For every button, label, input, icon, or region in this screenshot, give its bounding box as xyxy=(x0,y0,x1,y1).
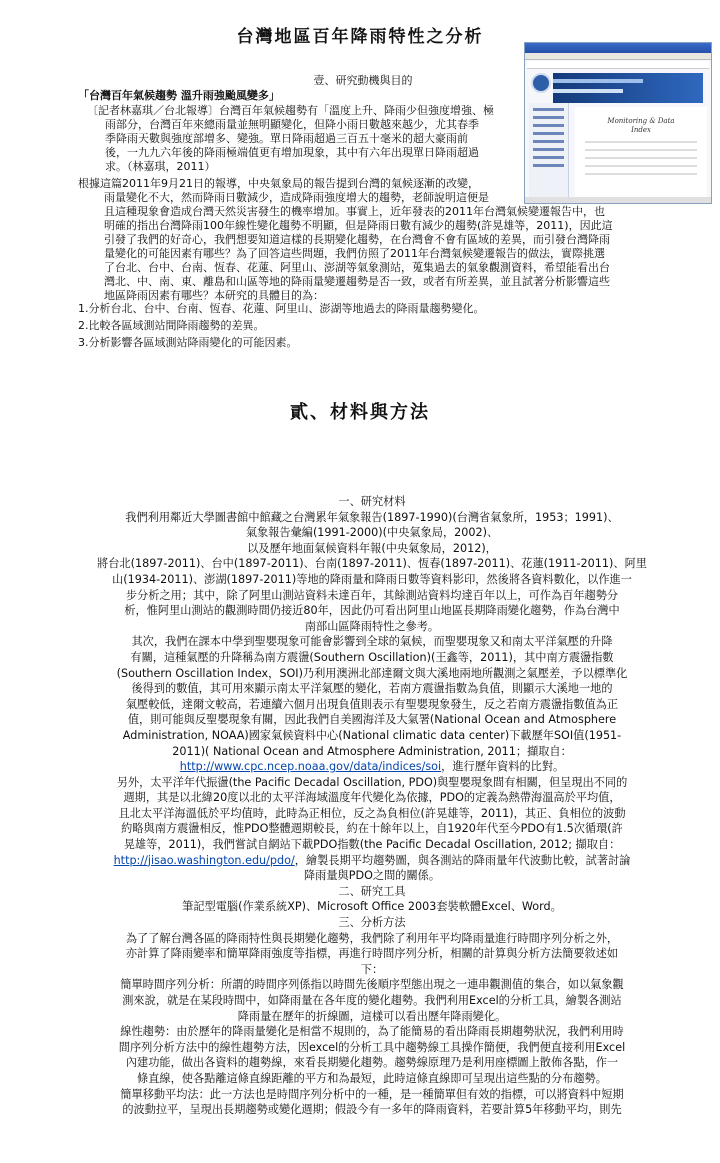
methods-line: 亦計算了降雨變率和簡單降雨強度等指標，再進行時間序列分析，相關的計算與分析方法簡要敘述如 xyxy=(125,947,619,961)
news-quote xyxy=(87,104,527,174)
news-line: 雨部分，台灣百年來總雨量並無明顯變化，但降小雨日數越來越少，尤其春季 xyxy=(105,118,479,131)
news-line: 〔記者林嘉琪／台北報導〕台灣百年氣候趨勢有「溫度上升、降雨少但強度增強、極 xyxy=(87,104,494,117)
moving-average-line: 的波動拉平，呈現出長期趨勢或變化週期；假設今有一多年的降雨資料，若要計算5年移動平均，則先 xyxy=(122,1103,622,1117)
motivation-line: 雨量變化不大，然而降雨日數減少，造成降雨強度增大的趨勢，老師說明這便是 xyxy=(104,191,489,204)
materials-line: 析，惟阿里山測站的觀測時間仍接近80年，因此仍可看出阿里山地區長期降雨變化趨勢，作為台灣中 xyxy=(124,604,620,618)
purpose-list xyxy=(78,300,678,351)
materials-line: 南部山區降雨特性之參考。 xyxy=(304,619,440,633)
motivation-line: 灣北、中、南、東、離島和山區等地的降雨量變遷趨勢是否一致，或者有所差異，並且試著分析影響這些 xyxy=(104,275,610,288)
simple-ts-line: 簡單時間序列分析：所謂的時間序列係指以時間先後順序型態出現之一連串觀測值的集合，如以氣象觀 xyxy=(120,978,624,992)
materials-line: 氣象報告彙編(1991-2000)(中央氣象局，2002)、 xyxy=(245,526,499,540)
simple-ts-line: 測來說，就是在某段時間中，如降雨量在各年度的變化趨勢。我們利用Excel的分析工具，繪製各測站 xyxy=(122,994,622,1007)
jisao-link-after: ，繪製長期平均趨勢圖，與各測站的降雨量年代波動比較，試著討論 xyxy=(294,853,631,867)
materials-line: 山(1934-2011)、澎湖(1897-2011)等地的降雨量和降雨日數等資料影印，然後將各資料數化，以作進一 xyxy=(112,572,632,586)
materials-line: Administration, NOAA)國家氣候資料中心(National climatic data center)下載歷年SOI值(1951- xyxy=(122,728,622,742)
moving-average-line: 簡單移動平均法：此一方法也是時間序列分析中的一種，是一種簡單但有效的指標，可以將資料中短期 xyxy=(120,1087,624,1101)
pdo-line: 晃雄等，2011)，我們嘗試自網站下載PDO指數(the Pacific Decadal Oscillation, 2012; 擷取自： xyxy=(123,838,621,852)
noaa-link-line xyxy=(52,759,692,775)
tools-line: 筆記型電腦(作業系統XP)、Microsoft Office 2003套裝軟體Excel、Word。 xyxy=(182,900,562,914)
methods-line: 下： xyxy=(360,962,384,976)
linear-trend-line: 間序列分析方法中的線性趨勢方法，因excel的分析工具中趨勢線工具操作簡便，我們便直接利用Excel xyxy=(118,1040,626,1054)
noaa-link-after: ，進行歷年資料的比對。 xyxy=(441,760,565,774)
materials-line: 後得到的數值，其可用來顯示南太平洋氣壓的變化，若南方震盪指數為負值，則顯示大溪地一地的 xyxy=(131,682,613,696)
section1-heading: 壹、研究動機與目的 xyxy=(313,74,413,87)
pdo-line: 約略與南方震盪相反，惟PDO整體週期較長，約在十餘年以上，自1920年代至今PDO有1.5次循環(許 xyxy=(121,822,623,836)
website-screenshot-image: Monitoring & Data Index xyxy=(524,42,712,204)
document-title: 台灣地區百年降雨特性之分析 xyxy=(236,27,484,47)
materials-line: 將台北(1897-2011)、台中(1897-2011)、台南(1897-2011)、恆春(1897-2011)、花蓮(1911-2011)、阿里 xyxy=(97,557,647,571)
noaa-soi-link[interactable]: http://www.cpc.ncep.noaa.gov/data/indices/soi xyxy=(179,760,442,774)
news-line: 後，一九九六年後的降雨極端值更有增加現象，其中有六年出現單日降雨超過 xyxy=(105,146,479,159)
motivation-line: 地區降雨因素有哪些？本研究的具體目的為： xyxy=(104,289,324,302)
materials-line: (Southern Oscillation Index，SOI)乃利用澳洲北部達爾文與大溪地兩地所觀測之氣壓差，予以標準化 xyxy=(116,666,628,680)
materials-line: 有關，這種氣壓的升降稱為南方震盪(Southern Oscillation)(王鑫等，2011)，其中南方震盪指數 xyxy=(130,650,614,664)
materials-line: 2011)( National Ocean and Atmosphere Administration, 2011；擷取自： xyxy=(172,744,572,758)
methods-heading: 三、分析方法 xyxy=(338,916,406,930)
materials-methods-body xyxy=(52,494,692,1118)
section2-heading: 貳、材料與方法 xyxy=(290,402,430,423)
pdo-end-line: 降雨量與PDO之間的關係。 xyxy=(303,869,441,883)
pdo-line: 週期，其是以北緯20度以北的太平洋海域溫度年代變化為依據，PDO的定義為熱帶海溫高於平均值， xyxy=(123,791,621,805)
materials-line: 其次，我們在課本中學到聖嬰現象可能會影響到全球的氣候，而聖嬰現象又和南太平洋氣壓的升降 xyxy=(131,635,613,649)
jisao-pdo-link[interactable]: http://jisao.washington.edu/pdo/ xyxy=(113,853,295,867)
motivation-line: 引發了我們的好奇心，我們想要知道這樣的長期變化趨勢，在台灣會不會有區域的差異，而引發台灣降雨 xyxy=(104,233,610,246)
motivation-paragraph xyxy=(78,177,698,303)
materials-heading: 一、研究材料 xyxy=(338,495,406,508)
simple-ts-line: 降雨量在歷年的折線圖，這樣可以看出歷年降雨變化。 xyxy=(237,1009,507,1023)
materials-line: 步分析之用；其中，除了阿里山測站資料未達百年，其餘測站資料均達百年以上，可作為百年趨勢分 xyxy=(125,588,619,602)
materials-line: 值，則可能與反聖嬰現象有關，因此我們自美國海洋及大氣署(National Ocean and Atmosphere xyxy=(127,713,617,727)
jisao-link-line xyxy=(52,853,692,869)
materials-line: 氣壓較低，達爾文較高，若連續六個月出現負值則表示有聖嬰現象發生，反之若南方震盪指數值為正 xyxy=(125,697,619,711)
motivation-line: 了台北、台中、台南、恆春、花蓮、阿里山、澎湖等氣象測站，蒐集過去的氣象觀測資料，希望能看出台 xyxy=(104,261,610,274)
tools-heading: 二、研究工具 xyxy=(338,884,406,898)
news-title: 「台灣百年氣候趨勢 溫升雨強颱風變多」 xyxy=(78,89,280,102)
linear-trend-line: 線性趨勢：由於歷年的降雨量變化是相當不規則的，為了能簡易的看出降雨長期趨勢狀況，我們利用時 xyxy=(120,1025,624,1039)
purpose-item: 2.比較各區域測站間降雨趨勢的差異。 xyxy=(78,319,265,332)
purpose-item: 1.分析台北、台中、台南、恆春、花蓮、阿里山、澎湖等地過去的降雨量趨勢變化。 xyxy=(78,302,485,315)
methods-line: 為了了解台灣各區的降雨特性與長期變化趨勢，我們除了利用年平均降雨量進行時間序列分析之外， xyxy=(125,931,619,945)
motivation-line: 明確的指出台灣降雨100年線性變化趨勢不明顯，但是降雨日數有減少的趨勢(許晃雄等，2011)，因此這 xyxy=(104,219,613,232)
motivation-line: 且這種現象會造成台灣天然災害發生的機率增加。事實上，近年發表的2011年台灣氣候變遷報告中，也 xyxy=(104,205,605,218)
materials-line: 我們利用鄰近大學圖書館中館藏之台灣累年氣象報告(1897-1990)(台灣省氣象所，1953；1991)、 xyxy=(125,510,619,524)
purpose-item: 3.分析影響各區域測站降雨變化的可能因素。 xyxy=(78,336,298,349)
pdo-line: 另外，太平洋年代振盪(the Pacific Decadal Oscillation, PDO)與聖嬰現象間有相關，但呈現出不同的 xyxy=(116,775,628,789)
news-line: 季降雨天數與強度部增多、變強。單日降雨超過三百五十毫米的超大豪雨前 xyxy=(105,132,468,145)
news-line: 求。（林嘉琪，2011） xyxy=(105,160,216,173)
pdo-line: 且北太平洋海溫低於平均值時，此時為正相位，反之為負相位(許晃雄等，2011)，其正、負相位的波動 xyxy=(118,806,626,820)
linear-trend-line: 條直線，使各點離這條直線距離的平方和為最短，此時這條直線即可呈現出這些點的分布趨勢。 xyxy=(137,1071,607,1085)
motivation-line: 根據這篇2011年9月21日的報導，中央氣象局的報告提到台灣的氣候逐漸的改變， xyxy=(78,177,479,190)
linear-trend-line: 內建功能，做出各資料的趨勢線，來看長期變化趨勢。趨勢線原理乃是利用座標圖上散佈各點，作一 xyxy=(125,1056,619,1070)
motivation-line: 量變化的可能因素有哪些？為了回答這些問題，我們仿照了2011年台灣氣候變遷報告的做法，實際挑選 xyxy=(104,247,605,260)
materials-line: 以及歷年地面氣候資料年報(中央氣象局，2012)， xyxy=(247,541,497,555)
